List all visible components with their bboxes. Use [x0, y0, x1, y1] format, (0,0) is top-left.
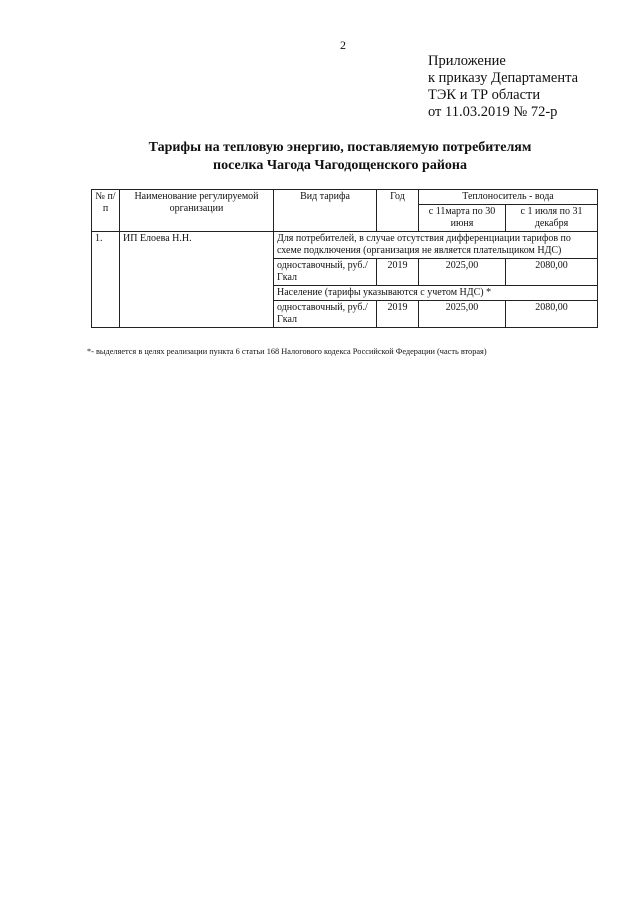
appendix-date-line: от 11.03.2019 № 72-р	[428, 104, 558, 120]
header-cell-year: Год	[377, 190, 419, 232]
cell-tariff-type: одноставочный, руб./Гкал	[274, 301, 377, 328]
appendix-line: Приложение	[428, 53, 506, 69]
cell-year: 2019	[377, 301, 419, 328]
cell-tariff-period-1: 2025,00	[419, 259, 506, 286]
header-cell-organization: Наименование регулируемой организации	[120, 190, 274, 232]
header-cell-tariff-type: Вид тарифа	[274, 190, 377, 232]
appendix-line: ТЭК и ТР области	[428, 87, 541, 103]
header-cell-period-2: с 1 июля по 31 декабря	[506, 205, 598, 232]
header-cell-period-1: с 11марта по 30 июня	[419, 205, 506, 232]
table-row	[92, 232, 598, 259]
cell-row-number: 1.	[92, 232, 120, 328]
table-header-row	[92, 190, 598, 205]
document-title	[60, 139, 620, 175]
cell-consumer-section: Для потребителей, в случае отсутствия дифференциации тарифов по схеме подключения (организация не является плательщиком НДС)	[274, 232, 598, 259]
header-cell-heat-carrier: Теплоноситель - вода	[419, 190, 598, 205]
cell-tariff-type: одноставочный, руб./Гкал	[274, 259, 377, 286]
cell-year: 2019	[377, 259, 419, 286]
title-line: Тарифы на тепловую энергию, поставляемую потребителям	[148, 140, 532, 155]
appendix-header	[428, 53, 578, 121]
page-number: 2	[340, 38, 346, 52]
header-cell-number: № п/п	[92, 190, 120, 232]
title-line: поселка Чагода Чагодощенского района	[213, 158, 467, 173]
appendix-line: к приказу Департамента	[428, 70, 579, 86]
footnote: *- выделяется в целях реализации пункта 6 статьи 168 Налогового кодекса Российской Федерации (часть вторая)	[87, 347, 487, 356]
tariff-table	[91, 189, 598, 328]
cell-tariff-period-1: 2025,00	[419, 301, 506, 328]
cell-tariff-period-2: 2080,00	[506, 301, 598, 328]
cell-tariff-period-2: 2080,00	[506, 259, 598, 286]
cell-population-section: Население (тарифы указываются с учетом НДС) *	[274, 286, 598, 301]
cell-organization: ИП Елоева Н.Н.	[120, 232, 274, 328]
